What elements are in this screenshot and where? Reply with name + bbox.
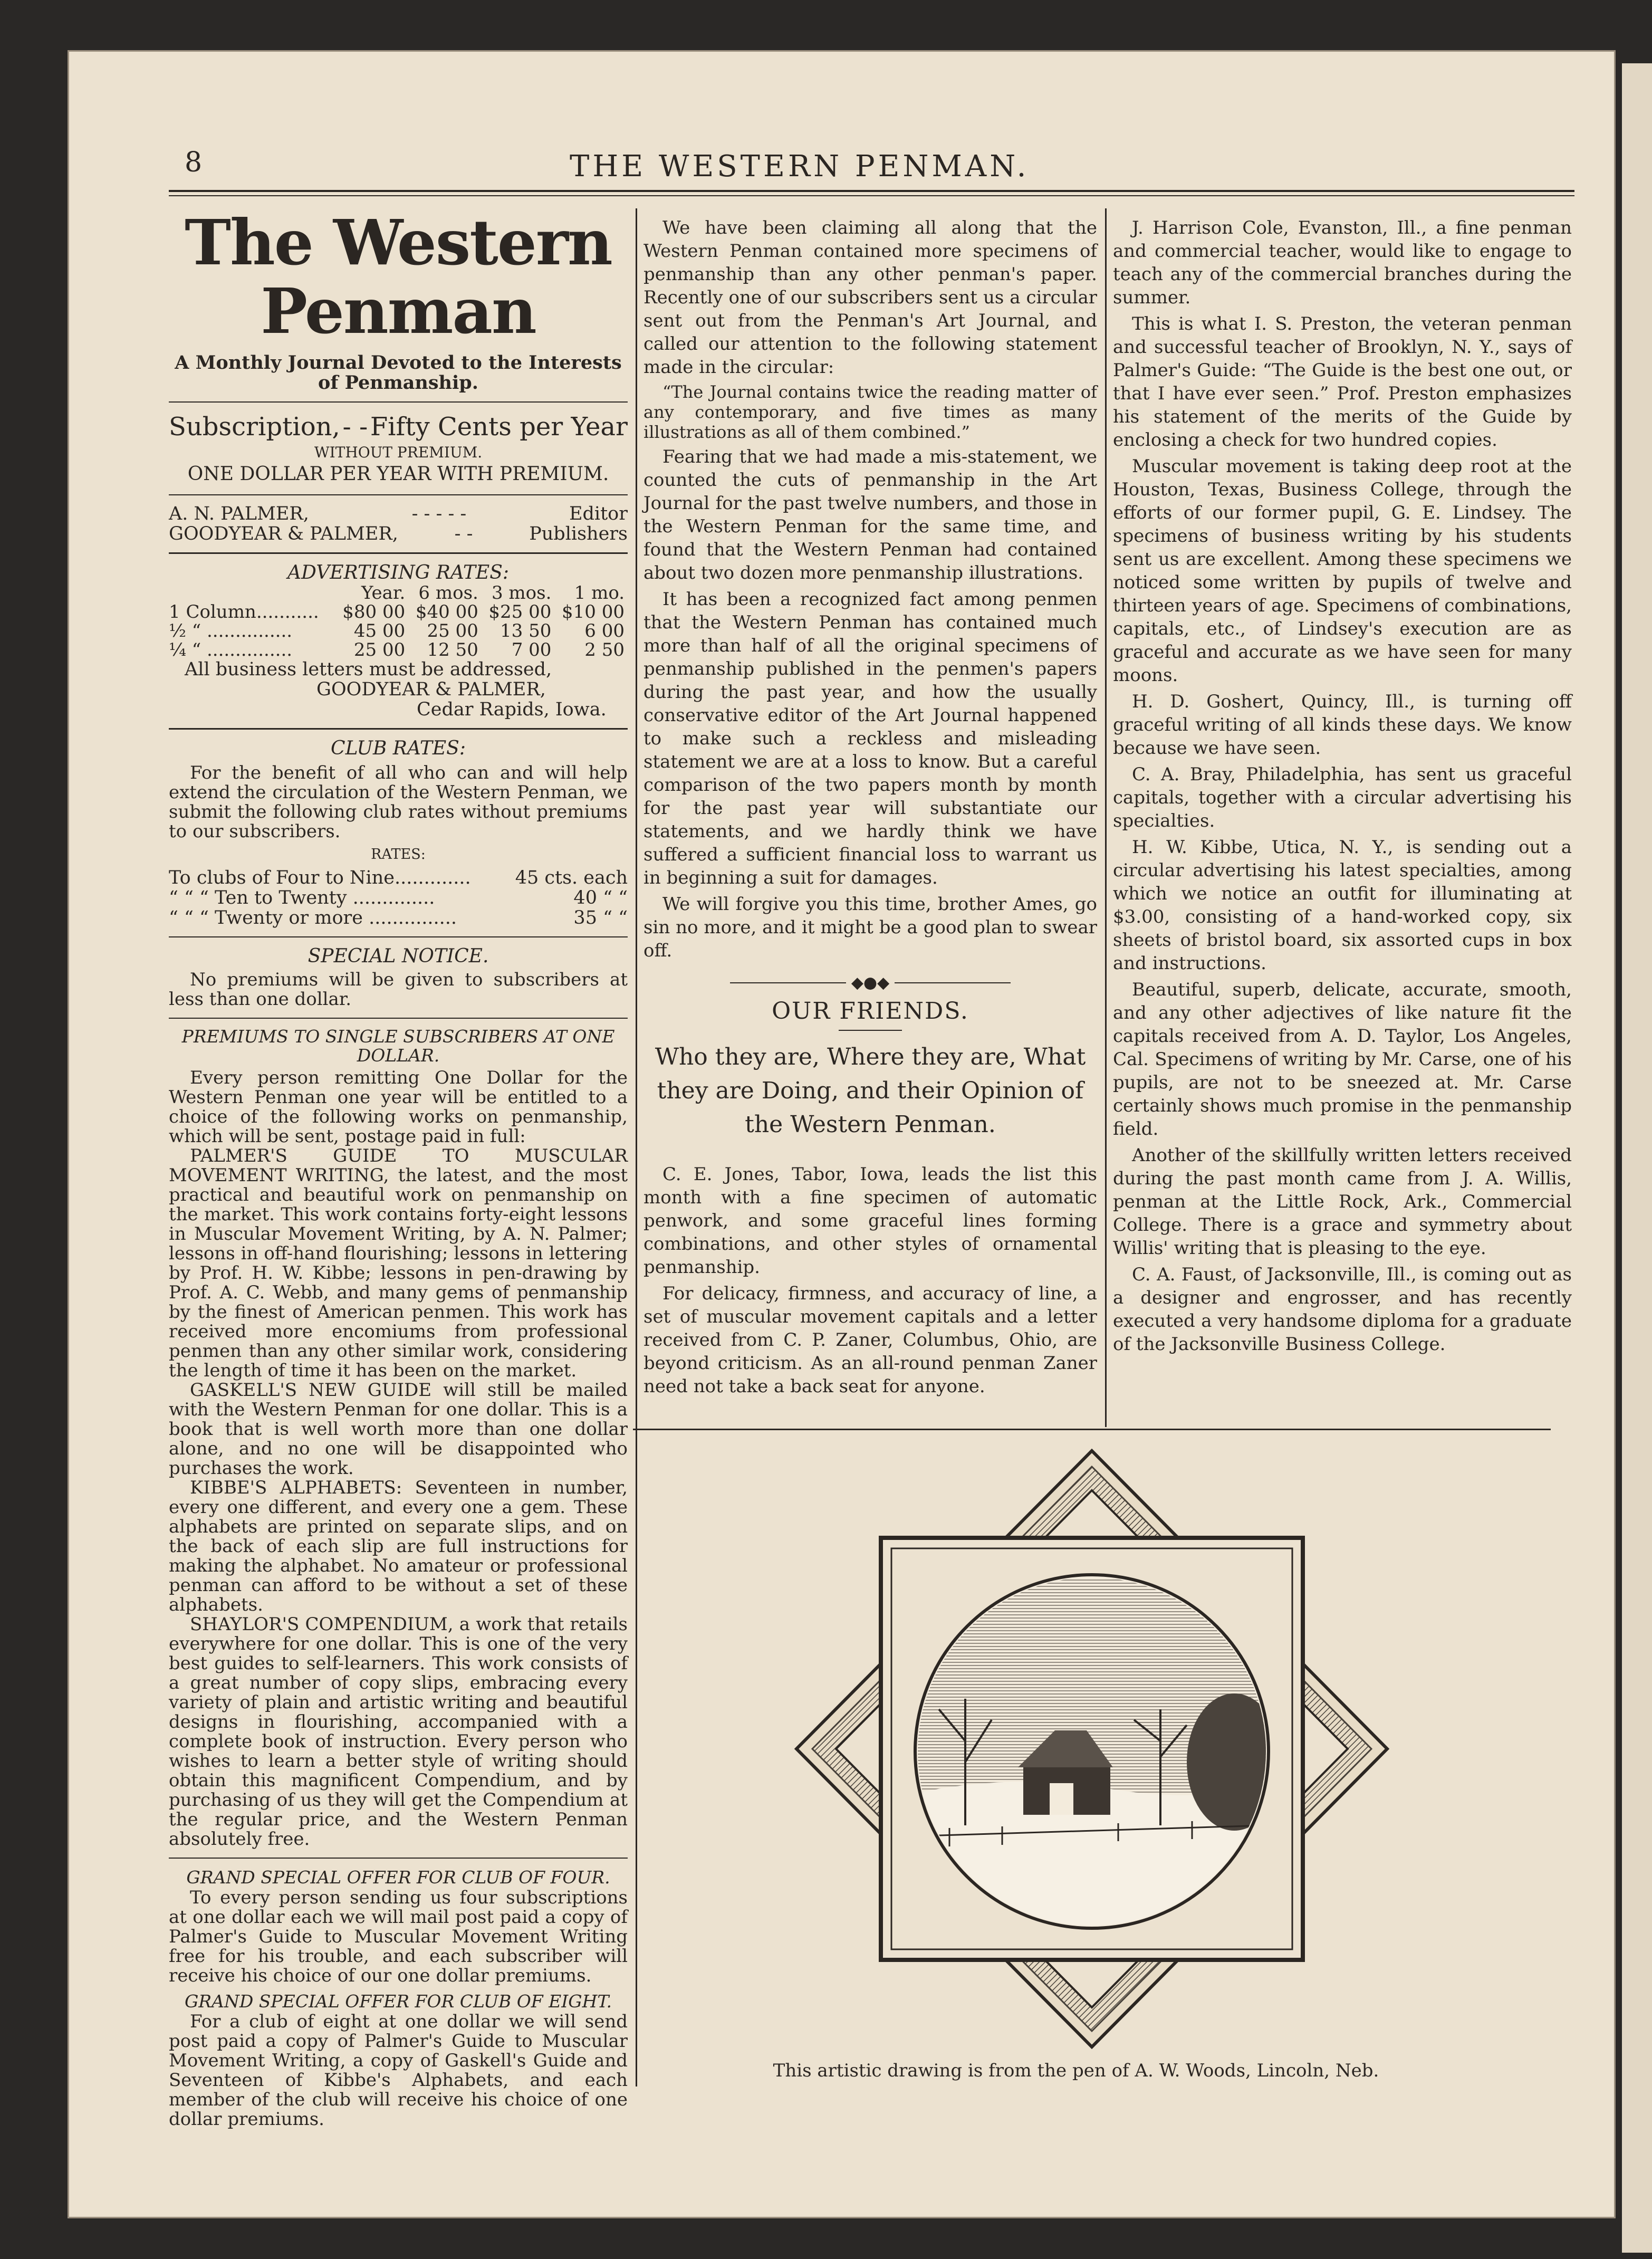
publisher-name: GOODYEAR & PALMER, bbox=[169, 523, 398, 544]
club-row-label: “ “ “ Ten to Twenty .............. bbox=[169, 887, 435, 908]
adv-cell: 25 00 bbox=[353, 639, 406, 661]
publisher-dashes: - - bbox=[454, 523, 473, 544]
editorial-paragraph: It has been a recognized fact among penmen that the Western Penman has contained much more than half of all the original specimens of penmanship published in the penmen's papers during the past year, and how the usually conservative editor of the Art Journal happened to make such a reckless and misleading statement we are at a loss to know. But a careful comparison of the two papers month by month for the past year will substantiate our statements, and we hardly think we have suffered a sufficient financial loss to warrant us in beginning a suit for damages. bbox=[643, 589, 1097, 888]
club-row-value: 35 “ “ bbox=[573, 907, 628, 929]
adv-row-label: 1 Column........... bbox=[169, 601, 319, 623]
adv-cell: $10 00 bbox=[562, 601, 625, 623]
adv-row-label: ½ “ ............... bbox=[169, 620, 293, 642]
friends-paragraph: C. A. Bray, Philadelphia, has sent us graceful capitals, together with a circular advertising his specialties. bbox=[1113, 764, 1572, 831]
premium-kibbe: KIBBE'S ALPHABETS: Seventeen in number, every one different, and every one a gem. These alphabets are printed on separate slips, and on the back of each slip are full instructions for making the alphabet. No amateur or professional penman can afford to be without a set of these alphabets. bbox=[169, 1477, 628, 1615]
masthead-title: The Western Penman bbox=[185, 206, 612, 348]
adv-col-6mos: 6 mos. bbox=[418, 582, 478, 604]
club-row-label: To clubs of Four to Nine............. bbox=[169, 867, 471, 888]
friends-paragraph: H. D. Goshert, Quincy, Ill., is turning off graceful writing of all kinds these days. We know because we have seen. bbox=[1113, 691, 1572, 759]
friends-paragraph: C. E. Jones, Tabor, Iowa, leads the list this month with a fine specimen of automatic penwork, and some graceful lines forming combinations, and other styles of ornamental penmanship. bbox=[643, 1163, 1097, 1278]
header-rule-bottom bbox=[169, 195, 1574, 196]
next-page-edge bbox=[1622, 63, 1652, 2253]
editorial-paragraph: Fearing that we had made a mis-statement, we counted the cuts of penmanship in the Art Journal for the past twelve numbers, and those in the Western Penman for the same time, and found that the Western Penman had contained about two dozen more penmanship illustrations. bbox=[643, 446, 1097, 583]
publisher-line bbox=[169, 524, 628, 544]
table-row bbox=[169, 640, 628, 659]
friends-paragraph: For delicacy, firmness, and accuracy of line, a set of muscular movement capitals and a letter received from C. P. Zaner, Columbus, Ohio, are beyond criticism. As an all-round penman Zaner need not take a back seat for anyone. bbox=[643, 1282, 1097, 1397]
offer-eight-text: For a club of eight at one dollar we will send post paid a copy of Palmer's Guide to Muscular Movement Writing, a copy of Gaskell's Guide and Seventeen of Kibbe's Alphabets, and each member of the club will receive his choice of one dollar premiums. bbox=[169, 2011, 628, 2130]
club-heading: CLUB RATES: bbox=[331, 738, 466, 759]
masthead-column bbox=[169, 208, 628, 2129]
adv-col-3mos: 3 mos. bbox=[491, 582, 552, 604]
club-row-value: 40 “ “ bbox=[573, 887, 628, 908]
subscription-label: Subscription, bbox=[169, 412, 340, 442]
friends-paragraph: Another of the skillfully written letters received during the past month came from J. A. Willis, penman at the Little Rock, Ark., Commercial College. There is a grace and symmetry about Willis' writing that is pleasing to the eye. bbox=[1113, 1145, 1572, 1259]
friends-paragraph: H. W. Kibbe, Utica, N. Y., is sending out a circular advertising his latest specialties, among which we notice an outfit for illuminating at $3.00, consisting of a hand-worked copy, six sheets of bristol board, six assorted cups in box and instructions. bbox=[1113, 837, 1572, 974]
illustration-top-rule bbox=[633, 1429, 1551, 1430]
premiums-heading: PREMIUMS TO SINGLE SUBSCRIBERS AT ONE DOLLAR. bbox=[181, 1026, 615, 1066]
friends-paragraph: J. Harrison Cole, Evanston, Ill., a fine penman and commercial teacher, would like to engage to teach any of the commercial branches during the summer. bbox=[1113, 217, 1572, 308]
friends-title-rule bbox=[839, 1030, 902, 1031]
subscription-dashes: - - bbox=[342, 412, 368, 442]
club-row bbox=[169, 868, 628, 888]
editor-role: Editor bbox=[569, 503, 628, 524]
premiums-intro: Every person remitting One Dollar for the Western Penman one year will be entitled to a choice of the following works on penmanship, which will be sent, postage paid in full: bbox=[169, 1067, 628, 1147]
friends-paragraph: C. A. Faust, of Jacksonville, Ill., is coming out as a designer and engrosser, and has recently executed a very handsome diploma for a graduate of the Jacksonville Business College. bbox=[1113, 1264, 1572, 1355]
editorial-column bbox=[643, 216, 1097, 1401]
adv-cell: 13 50 bbox=[500, 620, 552, 642]
friends-column bbox=[1113, 216, 1572, 1359]
address-city: Cedar Rapids, Iowa. bbox=[417, 699, 607, 720]
editor-dashes: - - - - - bbox=[411, 503, 467, 524]
with-premium: ONE DOLLAR PER YEAR WITH PREMIUM. bbox=[187, 463, 609, 485]
adv-col-year: Year. bbox=[361, 582, 406, 604]
advertising-heading: ADVERTISING RATES: bbox=[287, 562, 509, 583]
adv-cell: 7 00 bbox=[511, 639, 552, 661]
club-row bbox=[169, 888, 628, 908]
column-divider-2 bbox=[1105, 208, 1107, 1427]
special-notice-heading: SPECIAL NOTICE. bbox=[308, 945, 489, 967]
page-number: 8 bbox=[185, 147, 203, 178]
club-row bbox=[169, 908, 628, 928]
editorial-paragraph: We will forgive you this time, brother Ames, go sin no more, and it might be a good plan to swear off. bbox=[643, 894, 1097, 961]
club-rates-label: RATES: bbox=[371, 846, 426, 863]
running-title: THE WESTERN PENMAN. bbox=[570, 149, 1030, 184]
header-rule-top bbox=[169, 190, 1574, 192]
friends-subtitle: Who they are, Where they are, What they are Doing, and their Opinion of the Western Penman. bbox=[655, 1043, 1086, 1138]
adv-cell: 2 50 bbox=[584, 639, 625, 661]
adv-cell: $80 00 bbox=[342, 601, 406, 623]
editorial-paragraph: We have been claiming all along that the Western Penman contained more specimens of penmanship than any other penman's paper. Recently one of our subscribers sent us a circular sent out from the Penman's Art Journal, and called our attention to the following statement made in the circular: bbox=[643, 217, 1097, 378]
premium-gaskell: GASKELL'S NEW GUIDE will still be mailed with the Western Penman for one dollar. This is a book that is well worth more than one dollar alone, and no one will be disappointed who purchases the work. bbox=[169, 1380, 628, 1479]
address-line: All business letters must be addressed, bbox=[185, 659, 552, 680]
adv-cell: $40 00 bbox=[415, 601, 478, 623]
adv-cell: 45 00 bbox=[353, 620, 406, 642]
club-row-value: 45 cts. each bbox=[515, 867, 628, 888]
adv-cell: $25 00 bbox=[488, 601, 552, 623]
adv-cell: 12 50 bbox=[427, 639, 478, 661]
advertising-table bbox=[169, 583, 628, 659]
subscription-price: Fifty Cents per Year bbox=[370, 412, 628, 442]
offer-four-heading: GRAND SPECIAL OFFER FOR CLUB OF FOUR. bbox=[186, 1867, 610, 1888]
editor-line bbox=[169, 504, 628, 524]
publisher-role: Publishers bbox=[529, 523, 628, 544]
offer-eight-heading: GRAND SPECIAL OFFER FOR CLUB OF EIGHT. bbox=[184, 1991, 612, 2012]
column-divider-1 bbox=[636, 208, 637, 2086]
friends-paragraph: This is what I. S. Preston, the veteran penman and successful teacher of Brooklyn, N. Y., says of Palmer's Guide: “The Guide is the best one out, or that I have ever seen.” Prof. Preston emphasizes his statement of the merits of the Guide by enclosing a check for two hundred copies. bbox=[1113, 313, 1572, 451]
club-intro: For the benefit of all who can and will help extend the circulation of the Western Penman, we submit the following club rates without premiums to our subscribers. bbox=[169, 762, 628, 842]
friends-paragraph: Muscular movement is taking deep root at the Houston, Texas, Business College, through the efforts of our former pupil, G. E. Lindsey. The specimens of business writing by his students sent us are excellent. Among these specimens we noticed some written by pupils of twelve and thirteen years of age. Specimens of combinations, capitals, etc., of Lindsey's execution are as graceful and accurate as we have seen for many moons. bbox=[1113, 456, 1572, 686]
friends-title: OUR FRIENDS. bbox=[772, 997, 969, 1025]
ornament-divider: ◆●◆ bbox=[643, 973, 1097, 992]
special-notice-text: No premiums will be given to subscribers at less than one dollar. bbox=[169, 969, 628, 1010]
without-premium: WITHOUT PREMIUM. bbox=[314, 444, 483, 461]
illustration-caption: This artistic drawing is from the pen of A. W. Woods, Lincoln, Neb. bbox=[773, 2060, 1379, 2081]
editor-name: A. N. PALMER, bbox=[169, 503, 309, 524]
club-row-label: “ “ “ Twenty or more ............... bbox=[169, 907, 457, 929]
premium-palmer: PALMER'S GUIDE TO MUSCULAR MOVEMENT WRITING, the latest, and the most practical and beautiful work on penmanship on the market. This work contains forty-eight lessons in Muscular Movement Writing, by A. N. Palmer; lessons in off-hand flourishing; lessons in lettering by Prof. H. W. Kibbe; lessons in pen-drawing by Prof. A. C. Webb, and many gems of penmanship by the finest of American penmen. This work has received more encomiums from professional penmen than any other similar work, considering the length of time it has been on the market. bbox=[169, 1145, 628, 1381]
adv-row-label: ¼ “ ............... bbox=[169, 639, 293, 661]
offer-four-text: To every person sending us four subscriptions at one dollar each we will mail post paid a copy of Palmer's Guide to Muscular Movement Writing free for his trouble, and each subscriber will receive his choice of our one dollar premiums. bbox=[169, 1887, 628, 1986]
address-name: GOODYEAR & PALMER, bbox=[316, 679, 546, 700]
table-row bbox=[169, 602, 628, 621]
table-row bbox=[169, 621, 628, 640]
adv-col-1mo: 1 mo. bbox=[574, 582, 625, 604]
editorial-quote: “The Journal contains twice the reading matter of any contemporary, and five times as many illustrations as all of them combined.” bbox=[643, 382, 1097, 442]
adv-cell: 25 00 bbox=[427, 620, 478, 642]
masthead-tagline: A Monthly Journal Devoted to the Interests of Penmanship. bbox=[175, 352, 622, 394]
friends-paragraph: Beautiful, superb, delicate, accurate, smooth, and any other adjectives of like nature fit the capitals received from A. D. Taylor, Los Angeles, Cal. Specimens of writing by Mr. Carse, one of his pupils, are not to be sneezed at. Mr. Carse certainly shows much promise in the penmanship field. bbox=[1113, 979, 1572, 1140]
subscription-line bbox=[169, 411, 628, 443]
premium-shaylor: SHAYLOR'S COMPENDIUM, a work that retails everywhere for one dollar. This is one of the very best guides to self-learners. This work consists of a great number of copy slips, embracing every variety of plain and artistic writing and beautiful designs in flourishing, accompanied with a complete book of instruction. Every person who wishes to learn a better style of writing should obtain this magnificent Compendium, and by purchasing of us they will get the Compendium at the regular price, and the Western Penman absolutely free. bbox=[169, 1614, 628, 1850]
winter-scene-drawing bbox=[791, 1446, 1392, 2052]
adv-cell: 6 00 bbox=[584, 620, 625, 642]
